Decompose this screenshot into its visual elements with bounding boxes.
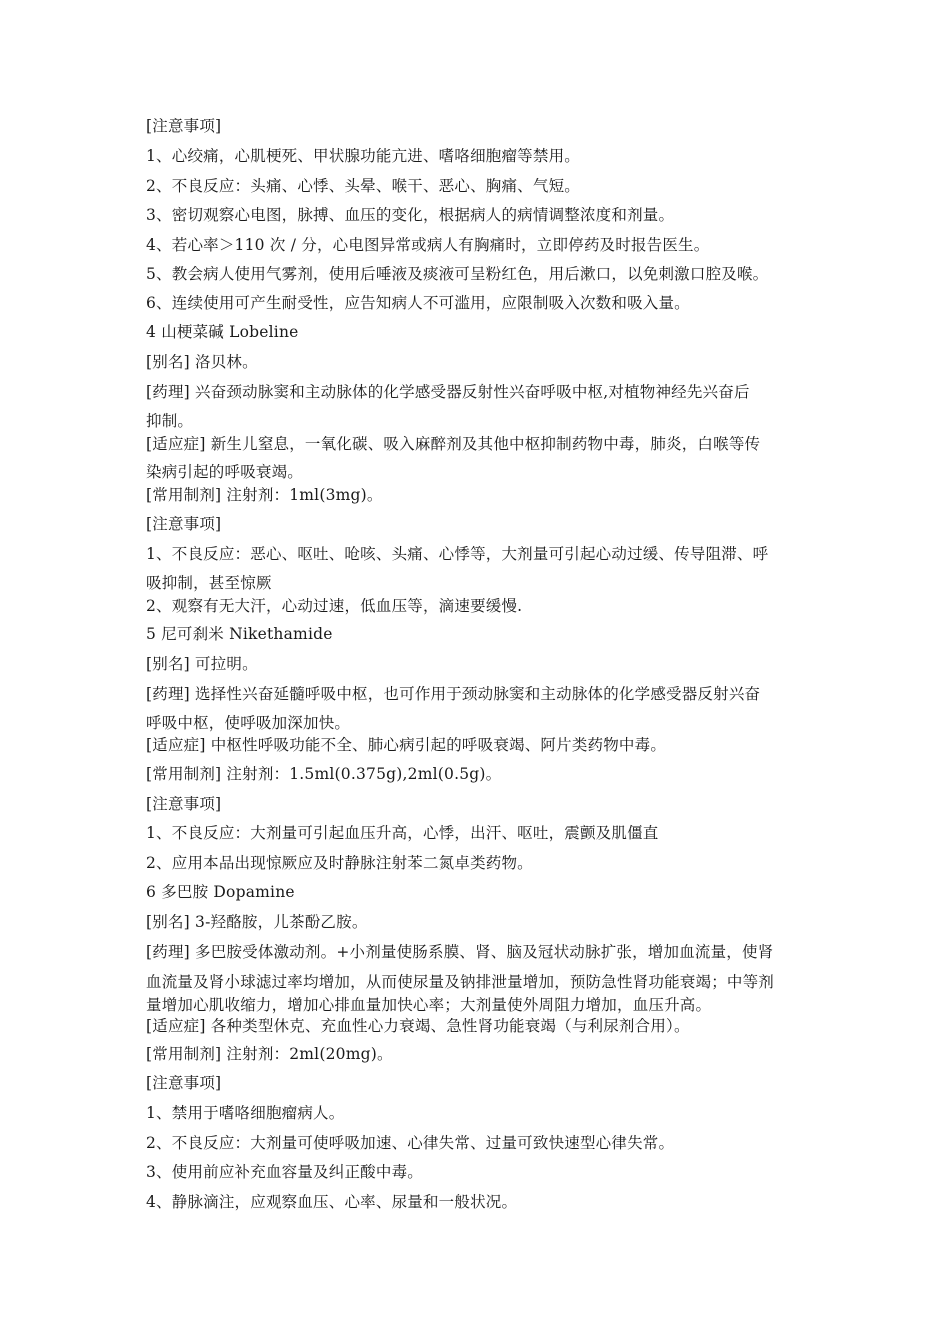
text-line: [常用制剂] 注射剂：1.5ml(0.375g),2ml(0.5g)。 <box>146 765 502 783</box>
section-heading-precautions: [注意事项] <box>146 117 222 135</box>
drug-heading-nikethamide: 5 尼可刹米 Nikethamide <box>146 625 333 643</box>
section-heading-precautions: [注意事项] <box>146 1074 222 1092</box>
text-line: [常用制剂] 注射剂：2ml(20mg)。 <box>146 1045 393 1063</box>
text-line: [别名] 可拉明。 <box>146 655 258 673</box>
text-line: [别名] 3-羟酪胺，儿茶酚乙胺。 <box>146 913 368 931</box>
text-line: 血流量及肾小球滤过率均增加，从而使尿量及钠排泄量增加，预防急性肾功能衰竭；中等剂 <box>146 973 775 991</box>
text-line: [常用制剂] 注射剂：1ml(3mg)。 <box>146 486 383 504</box>
text-line: [适应症] 新生儿窒息，一氧化碳、吸入麻醉剂及其他中枢抑制药物中毒，肺炎，白喉等传 <box>146 435 761 453</box>
text-line: [药理] 选择性兴奋延髓呼吸中枢，也可作用于颈动脉窦和主动脉体的化学感受器反射兴奋 <box>146 685 761 703</box>
text-line: 1、不良反应：大剂量可引起血压升高，心悸，出汗、呕吐，震颤及肌僵直 <box>146 824 659 842</box>
text-line: 抑制。 <box>146 412 194 430</box>
text-line: 3、使用前应补充血容量及纠正酸中毒。 <box>146 1163 423 1181</box>
text-line: [药理] 兴奋颈动脉窦和主动脉体的化学感受器反射性兴奋呼吸中枢,对植物神经先兴奋后 <box>146 383 750 401</box>
text-line: 呼吸中枢，使呼吸加深加快。 <box>146 714 351 732</box>
section-heading-precautions: [注意事项] <box>146 795 222 813</box>
text-line: 1、不良反应：恶心、呕吐、呛咳、头痛、心悸等，大剂量可引起心动过缓、传导阻滞、呼 <box>146 545 769 563</box>
text-line: 6、连续使用可产生耐受性，应告知病人不可滥用，应限制吸入次数和吸入量。 <box>146 294 690 312</box>
text-line: 量增加心肌收缩力，增加心排血量加快心率；大剂量使外周阻力增加，血压升高。 <box>146 996 712 1014</box>
text-line: [适应症] 中枢性呼吸功能不全、肺心病引起的呼吸衰竭、阿片类药物中毒。 <box>146 736 667 754</box>
text-line: 4、若心率＞110 次 / 分，心电图异常或病人有胸痛时，立即停药及时报告医生。 <box>146 236 710 254</box>
text-line: 2、观察有无大汗，心动过速，低血压等，滴速要缓慢. <box>146 597 523 615</box>
text-line: 3、密切观察心电图，脉搏、血压的变化，根据病人的病情调整浓度和剂量。 <box>146 206 675 224</box>
text-line: 4、静脉滴注，应观察血压、心率、尿量和一般状况。 <box>146 1193 518 1211</box>
text-line: 染病引起的呼吸衰竭。 <box>146 463 304 481</box>
drug-heading-dopamine: 6 多巴胺 Dopamine <box>146 883 295 901</box>
text-line: [别名] 洛贝林。 <box>146 353 258 371</box>
text-line: 2、应用本品出现惊厥应及时静脉注射苯二氮卓类药物。 <box>146 854 533 872</box>
text-line: 2、不良反应：头痛、心悸、头晕、喉干、恶心、胸痛、气短。 <box>146 177 580 195</box>
text-line: [适应症] 各种类型休克、充血性心力衰竭、急性肾功能衰竭（与利尿剂合用）。 <box>146 1017 690 1035</box>
text-line: [药理] 多巴胺受体激动剂。+小剂量使肠系膜、肾、脑及冠状动脉扩张，增加血流量，使肾 <box>146 943 774 961</box>
text-line: 1、禁用于嗜咯细胞瘤病人。 <box>146 1104 345 1122</box>
text-line: 1、心绞痛，心肌梗死、甲状腺功能亢进、嗜咯细胞瘤等禁用。 <box>146 147 580 165</box>
text-line: 2、不良反应：大剂量可使呼吸加速、心律失常、过量可致快速型心律失常。 <box>146 1134 675 1152</box>
text-line: 吸抑制，甚至惊厥 <box>146 574 272 592</box>
section-heading-precautions: [注意事项] <box>146 515 222 533</box>
drug-heading-lobeline: 4 山梗菜碱 Lobeline <box>146 323 299 341</box>
text-line: 5、教会病人使用气雾剂，使用后唾液及痰液可呈粉红色，用后漱口，以免刺激口腔及喉。 <box>146 265 769 283</box>
